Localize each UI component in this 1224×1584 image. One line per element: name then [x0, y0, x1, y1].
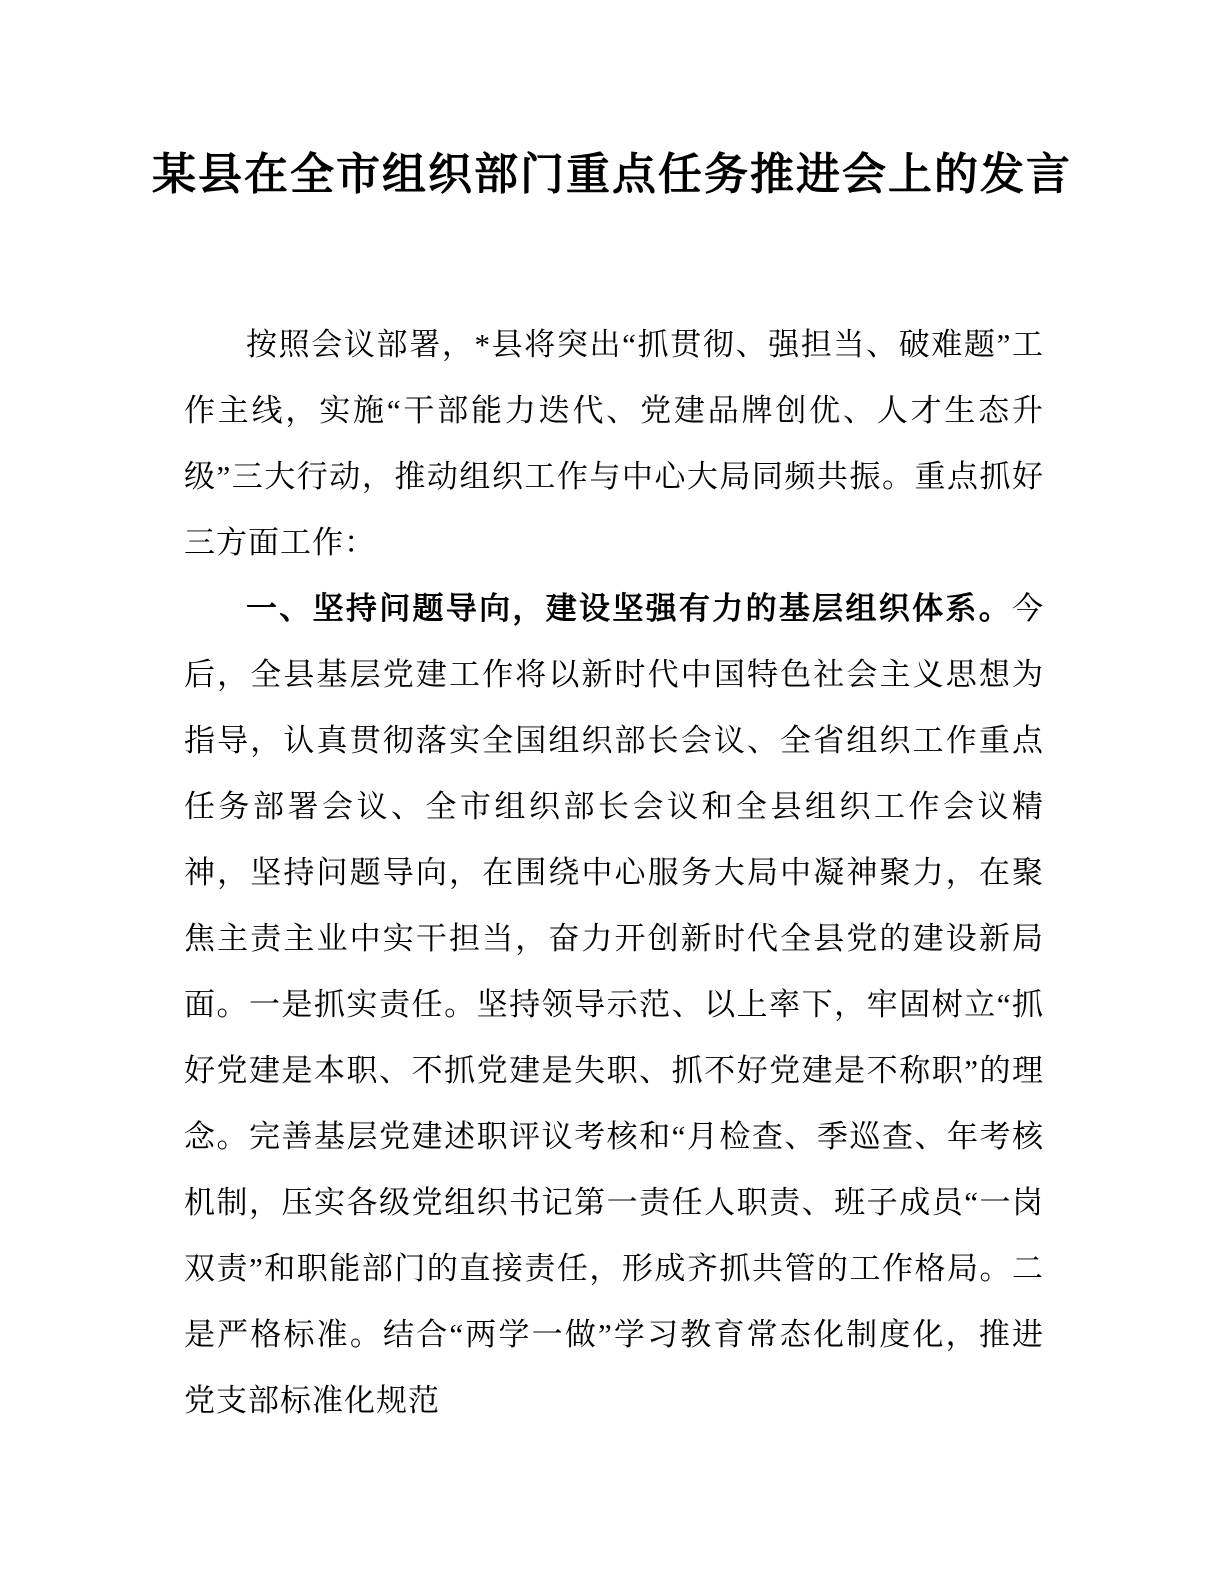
section-one-body-text: 今后，全县基层党建工作将以新时代中国特色社会主义思想为指导，认真贯彻落实全国组织部长会议、全省组织工作重点任务部署会议、全市组织部长会议和全县组织工作会议精神，坚持问题导向，在围绕中心服务大局中凝神聚力，在聚焦主责主业中实干担当，奋力开创新时代全县党的建设新局面。一是抓实责任。坚持领导示范、以上率下，牢固树立“抓好党建是本职、不抓党建是失职、抓不好党建是不称职”的理念。完善基层党建述职评议考核和“月检查、季巡查、年考核机制，压实各级党组织书记第一责任人职责、班子成员“一岗双责”和职能部门的直接责任，形成齐抓共管的工作格局。二是严格标准。结合“两学一做”学习教育常态化制度化，推进党支部标准化规范 — [184, 591, 1044, 1418]
paragraph-intro-text: 按照会议部署，*县将突出“抓贯彻、强担当、破难题”工作主线，实施“干部能力迭代、党建品牌创优、人才生态升级”三大行动，推动组织工作与中心大局同频共振。重点抓好三方面工作： — [184, 327, 1044, 560]
paragraph-intro — [184, 312, 1044, 576]
document-title: 某县在全市组织部门重点任务推进会上的发言 — [152, 150, 1072, 199]
document-body — [0, 312, 1224, 1434]
paragraph-section-one — [184, 576, 1044, 1434]
section-one-heading: 一、坚持问题导向，建设坚强有力的基层组织体系。 — [246, 591, 1012, 626]
